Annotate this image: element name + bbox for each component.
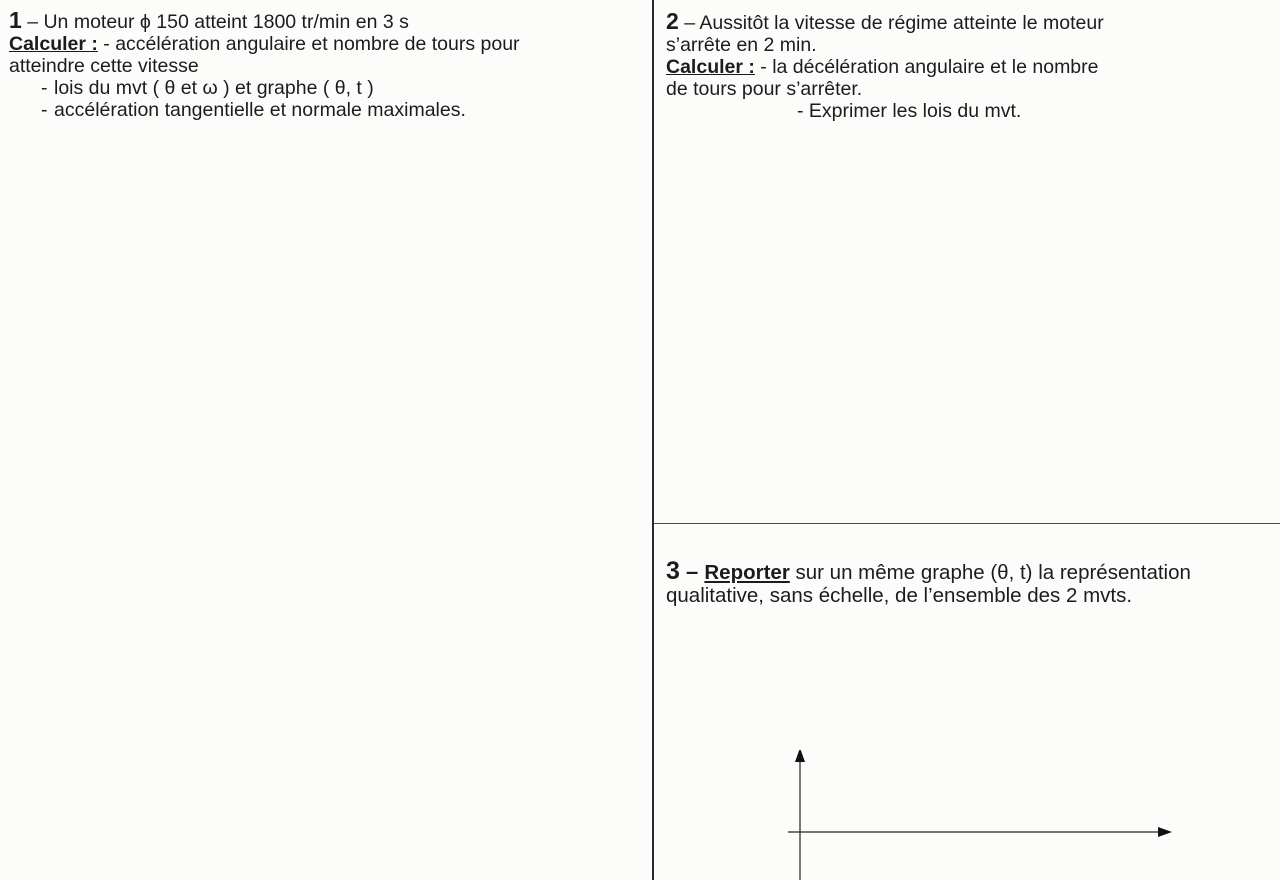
exercise-2-calc-text: - la décélération angulaire et le nombre	[754, 56, 1099, 78]
calculer-label: Calculer :	[666, 56, 755, 78]
list-item-text: accélération tangentielle et normale maximales.	[54, 99, 466, 121]
list-item-text: lois du mvt ( θ et ω ) et graphe ( θ, t )	[54, 77, 374, 99]
exercise-2-line-2: s’arrête en 2 min.	[666, 34, 817, 56]
exercise-number: 3	[666, 557, 680, 585]
exercise-1-calc-text: - accélération angulaire et nombre de tours pour	[97, 33, 520, 55]
exercise-number: 2	[666, 8, 679, 34]
exercise-3-heading	[666, 557, 1191, 585]
empty-graph-axes	[780, 750, 1200, 880]
horizontal-divider	[654, 523, 1280, 524]
exercise-1-calc-continuation: atteindre cette vitesse	[9, 55, 199, 77]
list-item	[9, 99, 520, 121]
exercise-1	[9, 9, 520, 121]
exercise-2-line-1: – Aussitôt la vitesse de régime atteinte le moteur	[678, 12, 1104, 34]
exercise-2-heading	[666, 10, 1104, 34]
exercise-1-intro: – Un moteur ϕ 150 atteint 1800 tr/min en 3 s	[21, 11, 409, 33]
exercise-3-line-1: sur un même graphe (θ, t) la représentation	[789, 561, 1191, 584]
vertical-divider	[652, 0, 654, 880]
exercise-3-line-2: qualitative, sans échelle, de l’ensemble des 2 mvts.	[666, 584, 1133, 607]
bullet-dash: -	[41, 77, 48, 99]
calculer-label: Calculer :	[9, 33, 98, 55]
exercise-3-dash: –	[679, 559, 705, 584]
exercise-number: 1	[9, 7, 22, 33]
vertical-axis-arrow-icon	[795, 750, 805, 762]
list-item	[9, 77, 520, 99]
exercise-2-line-5: - Exprimer les lois du mvt.	[797, 100, 1022, 122]
horizontal-axis-arrow-icon	[1158, 827, 1172, 837]
reporter-label: Reporter	[704, 561, 790, 584]
exercise-2	[666, 10, 1104, 122]
exercise-1-calc-line	[9, 33, 520, 55]
bullet-dash: -	[41, 99, 48, 121]
exercise-2-calc-line	[666, 56, 1104, 78]
exercise-1-heading	[9, 9, 520, 33]
exercise-3	[666, 557, 1191, 607]
exercise-2-line-4: de tours pour s’arrêter.	[666, 78, 863, 100]
